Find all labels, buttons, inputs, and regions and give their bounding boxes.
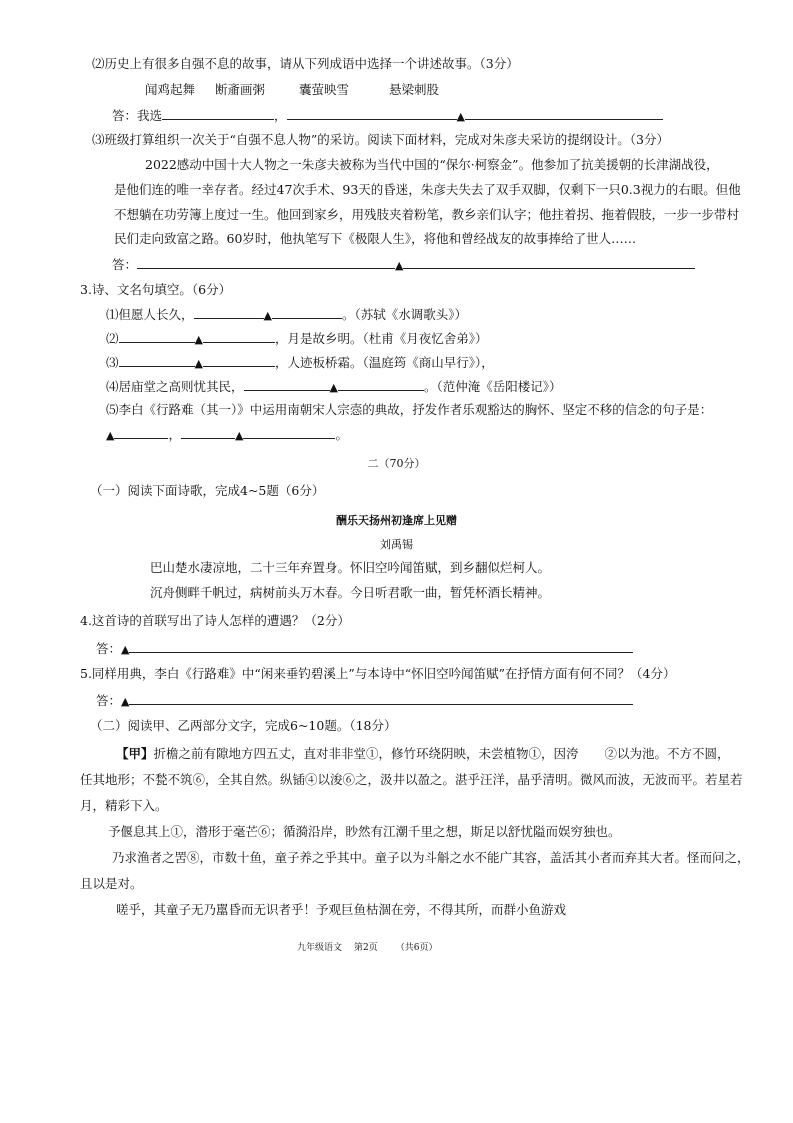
fill-prefix: ⑵ <box>106 331 119 346</box>
separator: ， <box>274 108 287 123</box>
question-5: 5.同样用典，李白《行路难》中“闲来垂钓碧溪上”与本诗中“怀旧空吟闻笛赋”在抒情方面有何不同？（4分） <box>80 666 676 681</box>
passage-line: 任其地形；不甃不筑⑥，全其自然。纵锸④以浚⑥之，汲井以盈之。湛乎汪洋，晶乎清明。微风而波，无波而平。若星若 <box>80 772 743 787</box>
q3-answer-line <box>112 256 695 274</box>
answer-blank[interactable] <box>244 378 330 391</box>
passage-line: 予偃息其上①，潜形于毫芒⑥；循漪沿岸，眇然有江潮千里之想，斯足以舒忧隘而娱穷独也。 <box>108 824 621 839</box>
section-3-heading: 3.诗、文名句填空。（6分） <box>80 282 232 297</box>
fill-item-5-answer <box>106 426 348 444</box>
q4-answer-line <box>96 640 633 658</box>
answer-blank[interactable] <box>287 107 457 120</box>
passage-line <box>116 746 730 762</box>
q2-prompt: ⑵历史上有很多自强不息的故事，请从下列成语中选择一个讲述故事。（3分） <box>92 56 519 71</box>
answer-blank[interactable] <box>119 330 195 343</box>
idiom-4: 悬梁刺股 <box>389 82 440 97</box>
answer-blank[interactable] <box>272 306 342 319</box>
q3-material-line: 2022感动中国十大人物之一朱彦夫被称为当代中国的“保尔·柯察金”。他参加了抗美援朝的长津湖战役， <box>145 157 719 172</box>
fill-source: 。（范仲淹《岳阳楼记》） <box>423 379 562 394</box>
answer-blank[interactable] <box>465 107 663 120</box>
q3-material-line: 是他们连的唯一幸存者。经过47次手术、93天的昏迷，朱彦夫失去了双手双脚，仅剩下一只0.3视力的右眼。但他 <box>114 182 741 197</box>
separator: ， <box>168 427 181 442</box>
answer-blank[interactable] <box>194 306 264 319</box>
passage-text: ②以为池。不方不圆， <box>604 746 730 761</box>
answer-blank[interactable] <box>119 354 195 367</box>
answer-blank[interactable] <box>129 640 633 653</box>
fill-prefix: ⑷居庙堂之高则忧其民， <box>106 379 244 394</box>
triangle-mark-icon: ▲ <box>263 309 272 322</box>
fill-item-2 <box>106 330 488 348</box>
answer-blank[interactable] <box>203 330 275 343</box>
fill-source: 。（苏轼《水调歌头》） <box>341 307 467 322</box>
triangle-mark-icon: ▲ <box>194 357 203 370</box>
footer-subject: 九年级语文 <box>297 943 343 953</box>
triangle-mark-icon: ▲ <box>234 429 244 442</box>
triangle-mark-icon: ▲ <box>121 695 130 708</box>
question-4: 4.这首诗的首联写出了诗人怎样的遭遇？（2分） <box>80 613 350 628</box>
fill-item-5-prompt: ⑸李白《行路难（其一）》中运用南朝宋人宗悫的典故，抒发作者乐观豁达的胸怀、坚定不移的信念的句子是： <box>106 402 713 417</box>
fill-prefix: ⑴但愿人长久， <box>106 307 194 322</box>
poem-author: 刘禹锡 <box>380 538 413 551</box>
idiom-list <box>145 82 439 98</box>
answer-blank[interactable] <box>181 426 235 439</box>
q5-answer-line <box>96 692 633 710</box>
answer-blank[interactable] <box>403 256 695 269</box>
fill-item-3 <box>106 354 494 372</box>
answer-label: 答： <box>112 257 138 272</box>
triangle-mark-icon: ▲ <box>121 643 130 656</box>
poem-line: 沉舟侧畔千帆过，病树前头万木春。今日听君歌一曲，暂凭杯酒长精神。 <box>150 585 551 600</box>
part-2-heading: 二（70分） <box>367 457 426 470</box>
answer-label: 答：我选 <box>112 108 163 123</box>
fill-item-4 <box>106 378 562 396</box>
footer-page-total: （共6页） <box>395 943 438 953</box>
triangle-mark-icon: ▲ <box>329 381 338 394</box>
fill-item-1 <box>106 306 467 324</box>
triangle-mark-icon: ▲ <box>194 333 203 346</box>
idiom-1: 闻鸡起舞 <box>145 82 196 97</box>
answer-blank[interactable] <box>243 426 335 439</box>
passage-tag: 【甲】 <box>116 746 154 761</box>
poem-line: 巴山楚水凄凉地，二十三年弃置身。怀旧空吟闻笛赋，到乡翻似烂柯人。 <box>150 560 551 575</box>
passage-text: 折檐之前有隙地方四五丈，直对非非堂①，修竹环绕阴映，未尝植物①，因洿 <box>153 746 579 761</box>
answer-blank[interactable] <box>114 426 168 439</box>
answer-blank[interactable] <box>162 107 274 120</box>
passage-line: 乃求渔者之罟⑧，市数十鱼，童子养之乎其中。童子以为斗斛之水不能广其容，盖活其小者而弃其大者。怪而问之， <box>112 850 750 865</box>
poem-title: 酬乐天扬州初逢席上见赠 <box>336 514 457 527</box>
answer-blank[interactable] <box>203 354 275 367</box>
q3-material-line: 民们走向致富之路。60岁时，他执笔写下《极限人生》，将他和曾经战友的故事捧给了世人…… <box>114 231 637 246</box>
q3-material-line: 不想躺在功劳簿上度过一生。他回到家乡，用残肢夹着粉笔，教乡亲们认字；他拄着拐、拖着假肢，一步一步带村 <box>114 207 740 222</box>
subsection-2-heading: （二）阅读甲、乙两部分文字，完成6~10题。（18分） <box>90 718 397 733</box>
answer-blank[interactable] <box>338 378 424 391</box>
q3-prompt: ⑶班级打算组织一次关于“自强不息人物”的采访。阅读下面材料，完成对朱彦夫采访的提纲设计。（3分） <box>92 132 669 147</box>
answer-blank[interactable] <box>137 256 395 269</box>
q2-answer-line <box>112 107 663 125</box>
passage-line: 且以是对。 <box>80 876 143 891</box>
triangle-mark-icon: ▲ <box>456 110 465 123</box>
separator: 。 <box>335 427 348 442</box>
triangle-mark-icon: ▲ <box>395 259 404 272</box>
footer-page-number: 第2页 <box>354 943 378 953</box>
idiom-2: 断齑画粥 <box>215 82 266 97</box>
passage-line: 嗟乎，其童子无乃嚚昏而无识者乎！予观巨鱼枯涸在旁，不得其所，而群小鱼游戏 <box>116 902 567 917</box>
fill-source: ，人迹板桥霜。（温庭筠《商山早行》）， <box>274 355 494 370</box>
passage-line: 月，精彩下入。 <box>80 798 168 813</box>
answer-label: 答： <box>96 693 122 708</box>
triangle-mark-icon: ▲ <box>106 429 115 442</box>
subsection-1-heading: （一）阅读下面诗歌，完成4~5题（6分） <box>90 483 325 498</box>
fill-prefix: ⑶ <box>106 355 119 370</box>
idiom-3: 囊萤映雪 <box>299 82 350 97</box>
answer-label: 答： <box>96 641 122 656</box>
fill-source: ，月是故乡明。（杜甫《月夜忆舍弟》） <box>274 331 488 346</box>
page-footer <box>297 940 437 956</box>
answer-blank[interactable] <box>129 692 633 705</box>
